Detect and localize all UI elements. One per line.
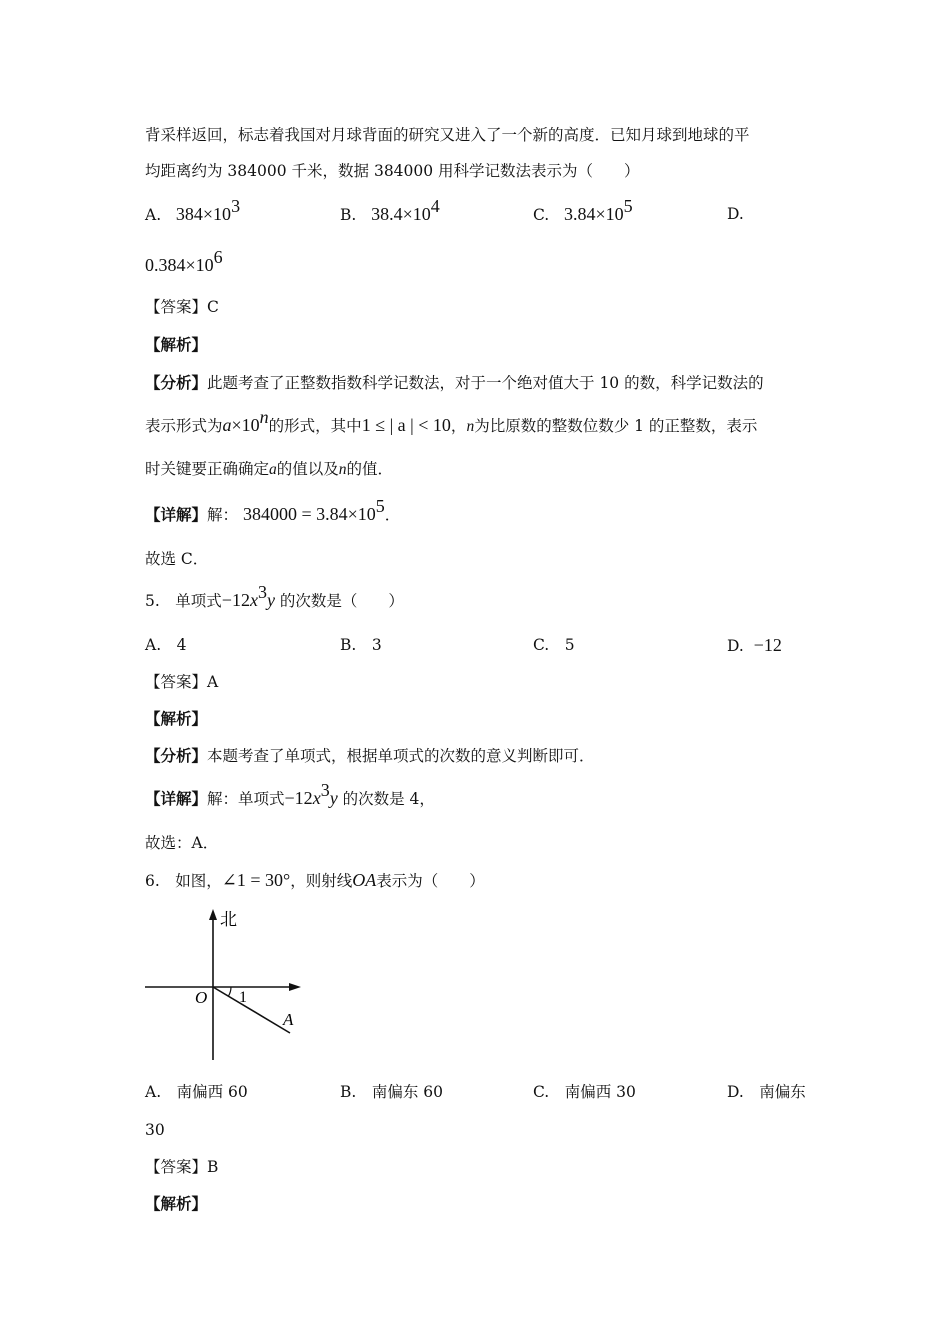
q4-option-a: A. $384\times 10^3$: [145, 196, 241, 224]
q6-option-a: A. 南偏西 60: [145, 1083, 248, 1101]
q6-option-d-cont: 30: [145, 1121, 165, 1139]
q6-stem: 6. 如图，∠1 = 30°，则射线OA表示为（ ）: [145, 870, 485, 890]
q4-option-d-label: D.: [727, 205, 744, 223]
q5-option-b: B. 3: [340, 636, 382, 654]
q6-option-d: D. 南偏东: [727, 1083, 806, 1101]
q4-fenxi-line3: 时关键要正确确定a的值以及n的值．: [145, 460, 394, 478]
q4-option-d-value: $0.384\times 10^6$: [145, 247, 223, 275]
q4-option-c: C. $3.84\times 10^5$: [533, 196, 633, 224]
q5-option-d: D. −12: [727, 635, 782, 655]
q6-answer: 【答案】B: [145, 1158, 219, 1176]
q4-option-b: B. $38.4\times 10^4$: [340, 196, 440, 224]
q4-answer: 【答案】C: [145, 298, 219, 316]
q6-jiexi: 【解析】: [145, 1194, 208, 1213]
q5-xiangjie: 【详解】解：单项式$-12x^3y$ 的次数是 4，: [145, 780, 435, 808]
north-arrowhead: [209, 909, 217, 920]
q4-fenxi-line2: 表示形式为$a\times 10^n$的形式，其中1 ≤ | a | < 10，n为比原数的整数位数少 1 的正整数，表示: [145, 407, 758, 435]
q6-option-b: B. 南偏东 60: [340, 1083, 443, 1101]
east-arrowhead: [289, 983, 301, 991]
angle-arc: [229, 987, 232, 996]
angle-label: 1: [239, 989, 247, 1006]
north-label: 北: [220, 910, 237, 929]
q4-fenxi-line1: 【分析】此题考查了正整数指数科学记数法，对于一个绝对值大于 10 的数，科学记数法的: [145, 373, 764, 392]
q5-fenxi: 【分析】本题考查了单项式，根据单项式的次数的意义判断即可．: [145, 746, 595, 765]
q5-option-c: C. 5: [533, 636, 575, 654]
q4-stem-line2: 均距离约为 384000 千米，数据 384000 用科学记数法表示为（ ）: [145, 162, 640, 180]
q5-stem: 5. 单项式$-12x^3y$ 的次数是（ ）: [145, 582, 404, 610]
q4-guxuan: 故选 C．: [145, 550, 209, 568]
q4-xiangjie: 【详解】解： $384000 = 3.84\times 10^5$．: [145, 496, 401, 524]
q5-jiexi: 【解析】: [145, 709, 208, 728]
origin-label: O: [195, 988, 208, 1007]
ray-oa: [213, 987, 290, 1033]
q5-answer: 【答案】A: [145, 673, 219, 691]
q5-guxuan: 故选：A．: [145, 834, 219, 852]
point-a-label: A: [283, 1010, 294, 1029]
q6-option-c: C. 南偏西 30: [533, 1083, 636, 1101]
q6-figure: [140, 905, 310, 1065]
q4-jiexi: 【解析】: [145, 335, 208, 354]
q4-stem-line1: 背采样返回，标志着我国对月球背面的研究又进入了一个新的高度．已知月球到地球的平: [145, 126, 750, 144]
q5-option-a: A. 4: [145, 636, 187, 654]
